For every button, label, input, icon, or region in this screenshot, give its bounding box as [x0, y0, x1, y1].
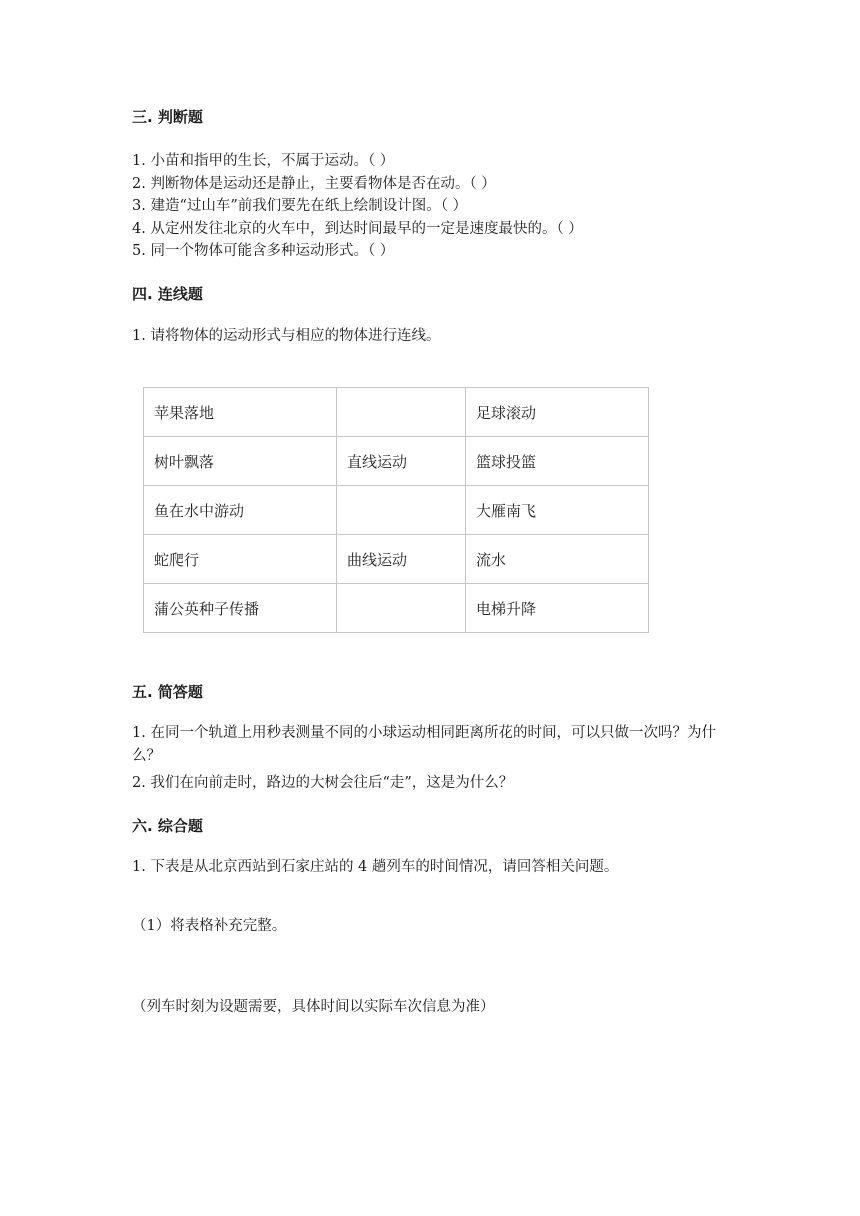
short-answer-question-2: 2. 我们在向前走时，路边的大树会往后“走”，这是为什么？: [132, 775, 514, 791]
section-3-heading: 三. 判断题: [132, 108, 203, 126]
matching-table: [143, 387, 649, 633]
sub-question-1: （1）将表格补充完整。: [132, 918, 287, 934]
table-row: [144, 535, 649, 584]
table-row: [144, 437, 649, 486]
short-answer-question-1: 1. 在同一个轨道上用秒表测量不同的小球运动相同距离所花的时间，可以只做一次吗？为什么？: [132, 725, 716, 764]
table-cell-motion: [337, 584, 466, 633]
table-cell-object: 足球滚动: [466, 388, 649, 437]
table-cell-object: 苹果落地: [144, 388, 337, 437]
table-cell-motion: [337, 486, 466, 535]
table-cell-object: 树叶飘落: [144, 437, 337, 486]
section-4-heading: 四. 连线题: [132, 285, 203, 303]
table-cell-object: 鱼在水中游动: [144, 486, 337, 535]
table-cell-motion: 直线运动: [337, 437, 466, 486]
table-cell-object: 大雁南飞: [466, 486, 649, 535]
table-cell-motion: [337, 388, 466, 437]
matching-prompt: 1. 请将物体的运动形式与相应的物体进行连线。: [132, 328, 441, 344]
judgment-item-2: 2. 判断物体是运动还是静止，主要看物体是否在动。（ ）: [132, 176, 496, 192]
table-cell-object: 蒲公英种子传播: [144, 584, 337, 633]
section-6-heading: 六. 综合题: [132, 817, 203, 835]
judgment-item-3: 3. 建造“过山车”前我们要先在纸上绘制设计图。（ ）: [132, 198, 468, 214]
judgment-item-4: 4. 从定州发往北京的火车中，到达时间最早的一定是速度最快的。（ ）: [132, 221, 583, 237]
table-cell-motion: 曲线运动: [337, 535, 466, 584]
table-row: [144, 486, 649, 535]
section-5-heading: 五. 简答题: [132, 683, 203, 701]
table-cell-object: 流水: [466, 535, 649, 584]
table-row: [144, 388, 649, 437]
table-cell-object: 电梯升降: [466, 584, 649, 633]
table-cell-object: 篮球投篮: [466, 437, 649, 486]
judgment-item-1: 1. 小苗和指甲的生长，不属于运动。（ ）: [132, 153, 395, 169]
table-row: [144, 584, 649, 633]
judgment-item-5: 5. 同一个物体可能含多种运动形式。（ ）: [132, 243, 395, 259]
timetable-note: （列车时刻为设题需要，具体时间以实际车次信息为准）: [132, 999, 495, 1015]
comprehensive-question-1: 1. 下表是从北京西站到石家庄站的 4 趟列车的时间情况，请回答相关问题。: [132, 859, 619, 875]
table-cell-object: 蛇爬行: [144, 535, 337, 584]
